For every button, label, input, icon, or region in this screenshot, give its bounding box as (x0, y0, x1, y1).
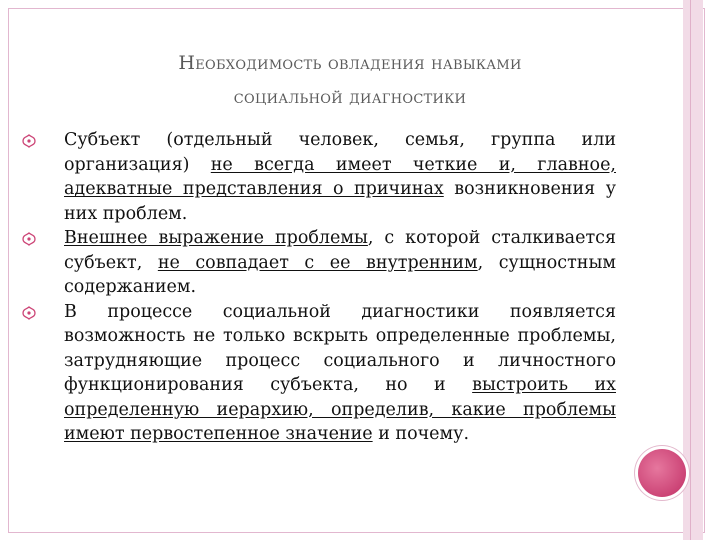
title-line-1: Необходимость овладения навыками (178, 52, 522, 74)
item-3-underlined: выстроить их определенную иерархию, определив, какие проблемы имеют первостепенное значение (64, 375, 616, 444)
bullet-item-2 (22, 226, 616, 300)
right-decorative-band (683, 0, 703, 540)
slide-title (60, 46, 640, 114)
item-3-text-b: и почему. (372, 424, 470, 444)
item-2-underlined-b: не совпадает с ее внутренним (157, 252, 478, 273)
pink-flower-bullet-icon (22, 306, 36, 320)
bullet-item-3 (22, 300, 616, 447)
item-2-text-a: , с которой сталкивается субъект, (64, 228, 616, 273)
item-2-text-b: , сущностным содержанием. (64, 252, 616, 297)
bullet-item-1 (22, 128, 616, 226)
right-decorative-line (690, 0, 691, 540)
decorative-pink-circle (638, 449, 686, 497)
item-1-text-b: возникновения у них проблем. (64, 179, 616, 224)
bullet-list (22, 128, 616, 447)
item-1-text-a: Субъект (отдельный человек, семья, группа или организация) (64, 130, 616, 175)
pink-flower-bullet-icon (22, 232, 36, 246)
item-1-underlined: не всегда имеет четкие и, главное, адекватные представления о причинах (64, 154, 616, 199)
item-2-underlined-a: Внешнее выражение проблемы (64, 228, 368, 248)
title-line-2: социальной диагностики (233, 86, 467, 108)
item-3-text-a: В процессе социальной диагностики появляется возможность не только вскрыть определенные проблемы, затрудняющие процесс социального и личностного функционирования субъекта, но и (64, 301, 616, 395)
pink-flower-bullet-icon (22, 134, 36, 148)
